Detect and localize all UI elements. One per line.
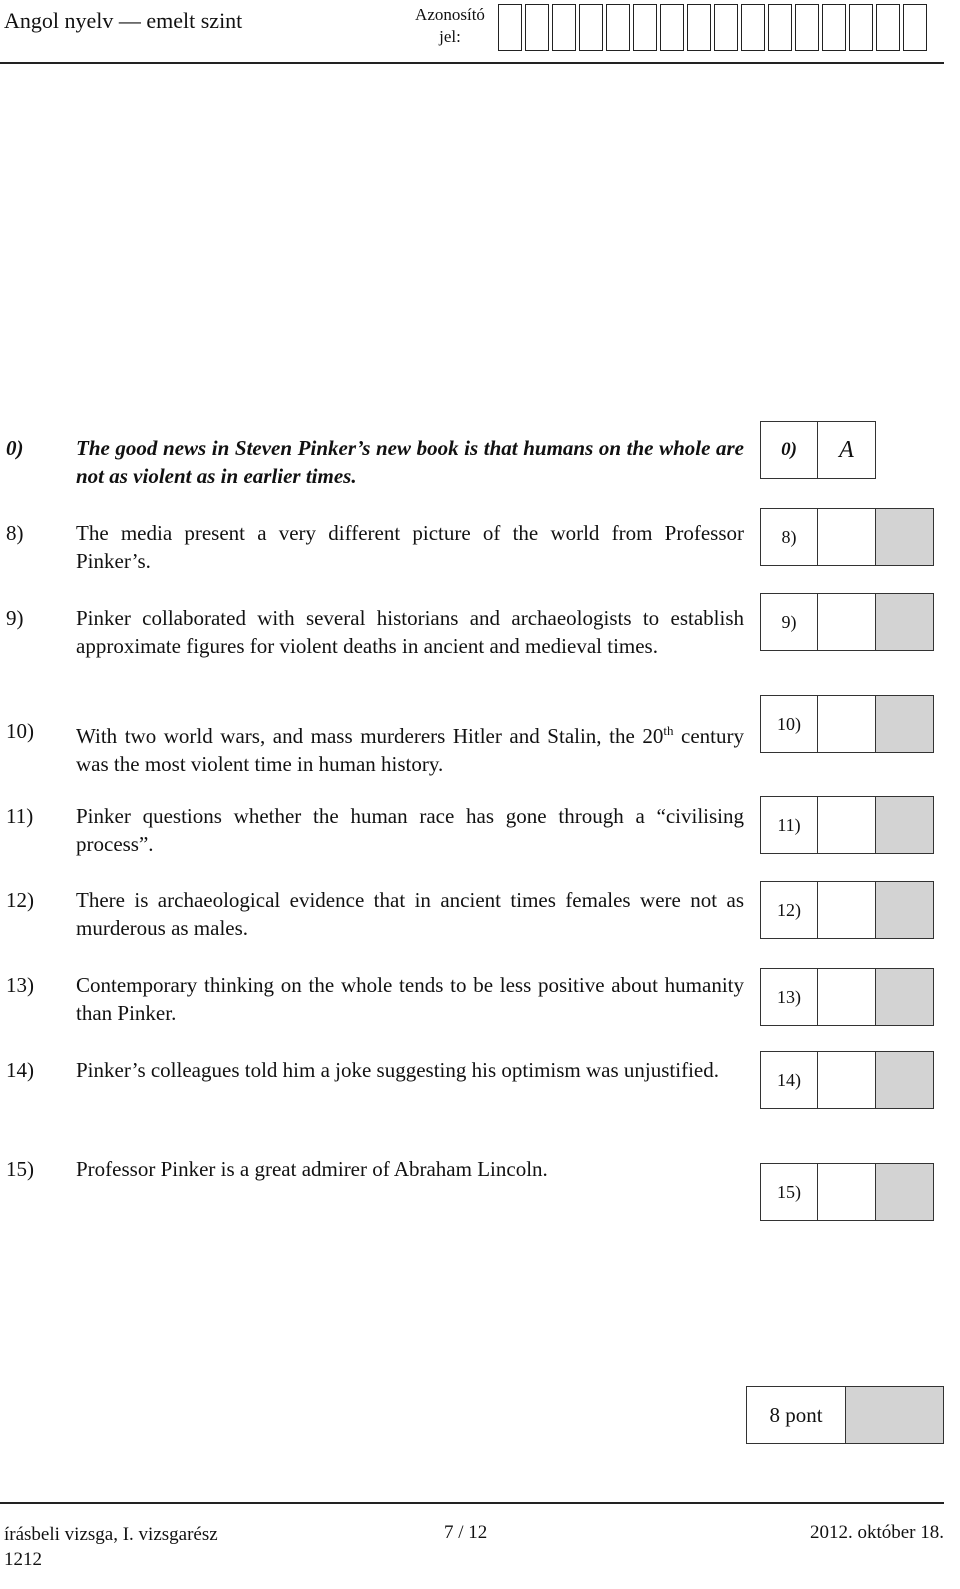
id-digit-box[interactable] (795, 4, 819, 51)
statement-example (6, 434, 744, 490)
statement-10 (6, 717, 744, 778)
answer-input[interactable] (818, 1163, 876, 1221)
statement-text: There is archaeological evidence that in ancient times females were not as murderous as males. (76, 888, 744, 940)
points-score-cell (846, 1386, 944, 1444)
answer-label: 15) (760, 1163, 818, 1221)
statement-text: Professor Pinker is a great admirer of Abraham Lincoln. (76, 1157, 548, 1181)
statement-8 (6, 519, 744, 575)
statement-number: 13) (6, 973, 34, 997)
answer-row-12 (760, 881, 934, 939)
statement-number: 14) (6, 1058, 34, 1082)
statement-text: Pinker questions whether the human race has gone through a “civilising process”. (76, 804, 744, 856)
score-cell (876, 1051, 934, 1109)
statement-9 (6, 604, 744, 660)
answer-label: 14) (760, 1051, 818, 1109)
points-label: 8 pont (746, 1386, 846, 1444)
page-number: 7 / 12 (444, 1522, 488, 1543)
answer-input[interactable] (818, 1051, 876, 1109)
answer-row-8 (760, 508, 934, 566)
score-cell (876, 1163, 934, 1221)
id-digit-box[interactable] (768, 4, 792, 51)
answer-row-13 (760, 968, 934, 1026)
id-digit-box[interactable] (633, 4, 657, 51)
answer-row-11 (760, 796, 934, 854)
id-digit-box[interactable] (822, 4, 846, 51)
score-cell (876, 695, 934, 753)
statement-13 (6, 971, 744, 1027)
statement-text: Contemporary thinking on the whole tends to be less positive about humanity than Pinker. (76, 973, 744, 1025)
answer-row-9 (760, 593, 934, 651)
answer-label: 9) (760, 593, 818, 651)
answer-label: 13) (760, 968, 818, 1026)
footer-divider (0, 1502, 944, 1504)
statement-text: Pinker’s colleagues told him a joke suggesting his optimism was unjustified. (76, 1058, 719, 1082)
statement-number: 0) (6, 436, 24, 460)
points-box (746, 1386, 944, 1444)
statement-text: Pinker collaborated with several historians and archaeologists to establish approximate figures for violent deaths in ancient and medieval times. (76, 606, 744, 658)
answer-label: 0) (760, 421, 818, 479)
statement-11 (6, 802, 744, 858)
statement-15 (6, 1155, 744, 1183)
id-digit-box[interactable] (525, 4, 549, 51)
answer-label: 12) (760, 881, 818, 939)
statement-number: 10) (6, 719, 34, 743)
answer-input[interactable] (818, 508, 876, 566)
id-digit-box[interactable] (903, 4, 927, 51)
answer-row-example (760, 421, 934, 479)
score-cell (876, 508, 934, 566)
answer-label: 11) (760, 796, 818, 854)
id-digit-box[interactable] (498, 4, 522, 51)
answer-input[interactable] (818, 968, 876, 1026)
id-digit-box[interactable] (579, 4, 603, 51)
statement-12 (6, 886, 744, 942)
statement-number: 12) (6, 888, 34, 912)
footer-exam-info: írásbeli vizsga, I. vizsgarész 1212 (4, 1524, 218, 1570)
statement-text: The good news in Steven Pinker’s new book is that humans on the whole are not as violent as in earlier times. (76, 436, 744, 488)
statement-number: 9) (6, 606, 24, 630)
answer-label: 10) (760, 695, 818, 753)
statement-number: 15) (6, 1157, 34, 1181)
answer-row-10 (760, 695, 934, 753)
statement-number: 8) (6, 521, 24, 545)
answer-input[interactable] (818, 881, 876, 939)
answer-row-14 (760, 1051, 934, 1109)
exam-date: 2012. október 18. (809, 1522, 944, 1543)
statement-text: The media present a very different picture of the world from Professor Pinker’s. (76, 521, 744, 573)
header-divider (0, 62, 944, 64)
score-cell (876, 881, 934, 939)
answer-value: A (818, 421, 876, 479)
id-digit-box[interactable] (741, 4, 765, 51)
statement-text: With two world wars, and mass murderers Hitler and Stalin, the 20th century was the most violent time in human history. (76, 723, 744, 776)
score-cell (876, 968, 934, 1026)
statement-14 (6, 1056, 744, 1084)
answer-input[interactable] (818, 593, 876, 651)
id-digit-box[interactable] (849, 4, 873, 51)
id-digit-box[interactable] (552, 4, 576, 51)
statement-number: 11) (6, 804, 34, 828)
answer-input[interactable] (818, 695, 876, 753)
id-label: Azonosító jel: (415, 5, 485, 46)
score-cell (876, 593, 934, 651)
answer-label: 8) (760, 508, 818, 566)
id-digit-box[interactable] (660, 4, 684, 51)
exam-title: Angol nyelv — emelt szint (4, 8, 243, 33)
score-cell (876, 796, 934, 854)
id-digit-box[interactable] (687, 4, 711, 51)
id-digit-box[interactable] (606, 4, 630, 51)
id-digit-box[interactable] (876, 4, 900, 51)
id-digit-box[interactable] (714, 4, 738, 51)
answer-input[interactable] (818, 796, 876, 854)
answer-row-15 (760, 1163, 934, 1221)
